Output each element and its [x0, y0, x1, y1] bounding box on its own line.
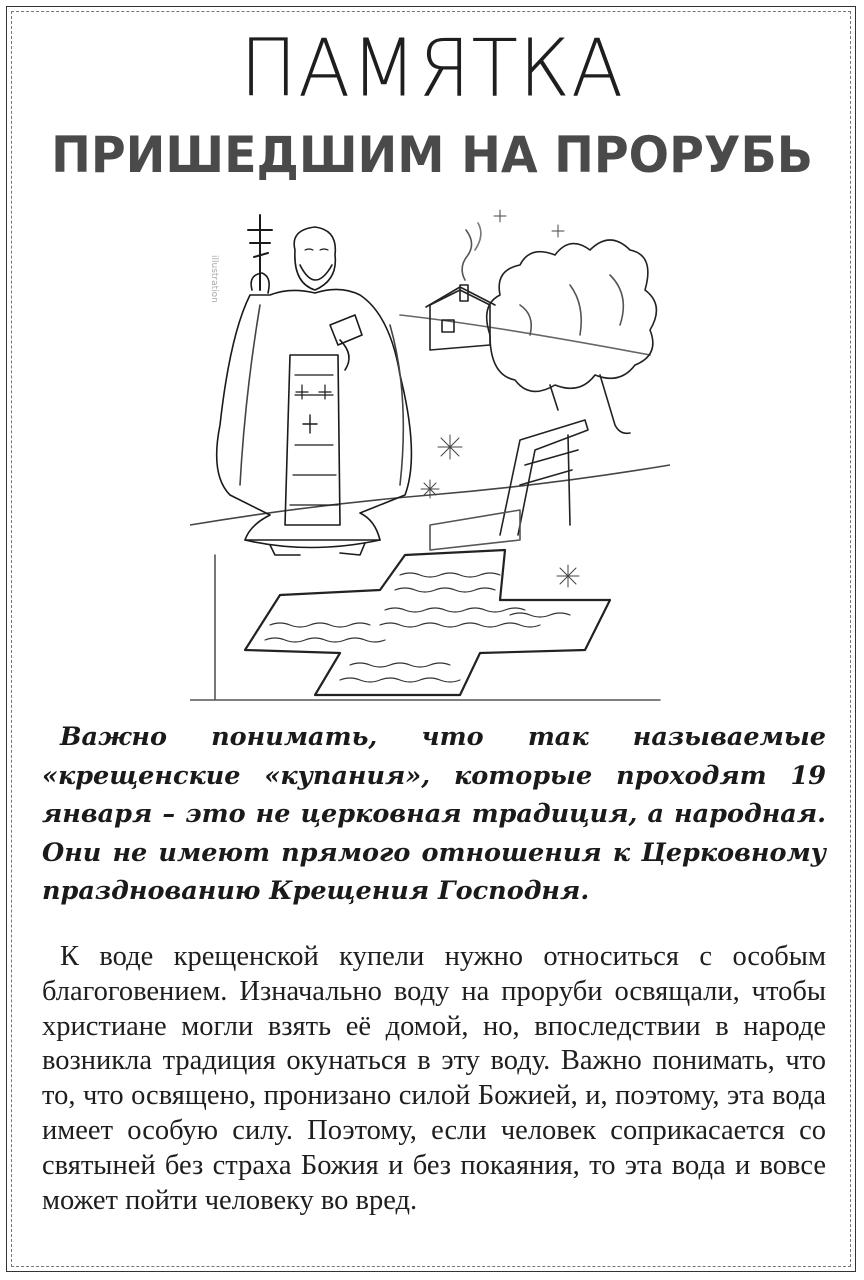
priest-at-ice-hole-illustration — [190, 195, 670, 707]
lead-paragraph: Важно понимать, что так называемые «крещенские «купания», которые проходят 19 января – это не церковная традиция, а народная. Они не имеют прямого отношения к Церковному празднованию Крещения Господня. — [42, 722, 826, 906]
page-subtitle: ПРИШЕДШИМ НА ПРОРУБЬ — [51, 126, 813, 184]
svg-text:illustration: illustration — [209, 255, 219, 303]
page-title: ПАМЯТКА — [239, 20, 625, 115]
body-paragraph: К воде крещенской купели нужно относиться с особым благоговением. Изначально воду на проруби освящали, чтобы христиане могли взять её домой, но, впоследствии в народе возникла традиция окунаться в эту воду. Важно понимать, что то, что освящено, пронизано силой Божией, и, поэтому, эта вода имеет особую силу. Поэтому, если человек соприкасается со святыней без страха Божия и без покаяния, то эта вода и вовсе может пойти человеку во вред. — [42, 941, 826, 1216]
